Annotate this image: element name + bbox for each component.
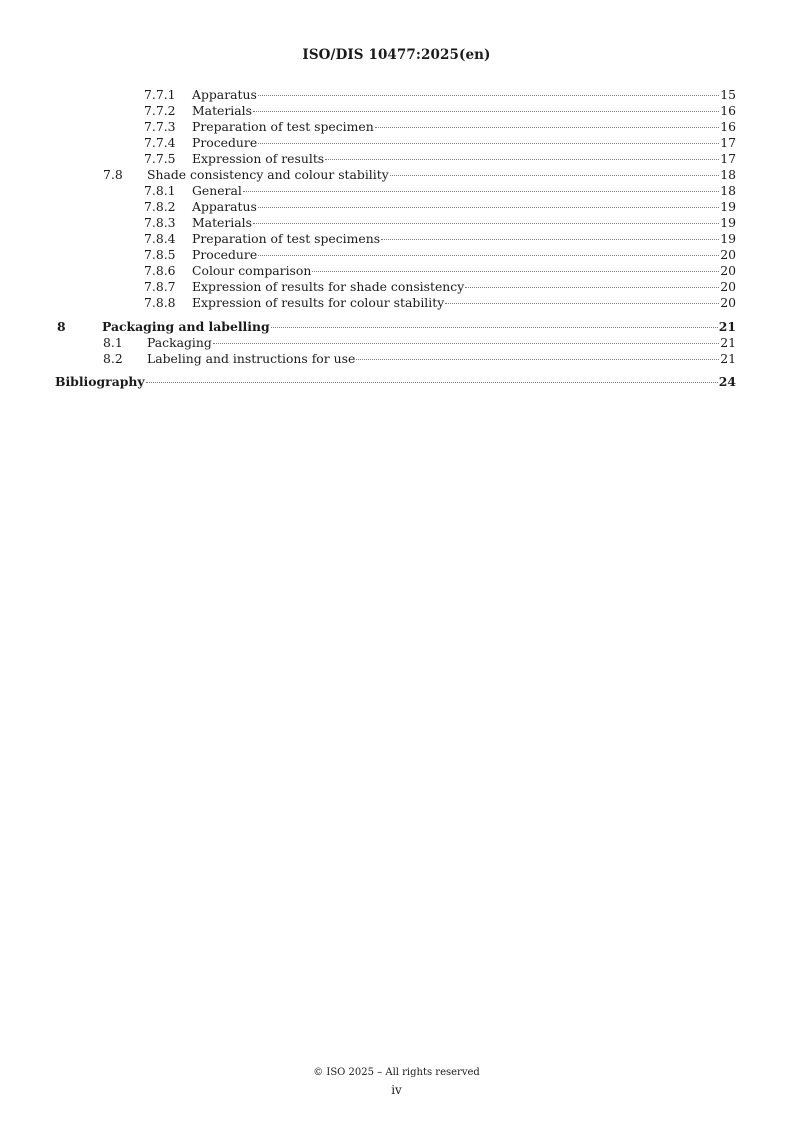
toc-entry[interactable] <box>144 135 736 151</box>
toc-leader-dots <box>271 327 718 328</box>
toc-leader-dots <box>258 143 719 144</box>
toc-entry-page: 18 <box>720 167 736 182</box>
toc-entry-number: 7.8.8 <box>144 295 176 310</box>
toc-entry-page: 21 <box>720 335 736 350</box>
toc-entry[interactable] <box>144 295 736 311</box>
toc-entry[interactable] <box>144 119 736 135</box>
toc-entry-page: 18 <box>720 183 736 198</box>
toc-entry-number: 7.8.1 <box>144 183 176 198</box>
toc-entry-number: 7.8.6 <box>144 263 176 278</box>
toc-entry-page: 19 <box>720 199 736 214</box>
toc-entry-number: 8 <box>57 319 66 334</box>
toc-entry-title: Expression of results for colour stability <box>192 295 445 310</box>
toc-entry-number: 8.1 <box>103 335 123 350</box>
copyright-notice: © ISO 2025 – All rights reserved <box>313 1067 480 1078</box>
toc-entry-page: 20 <box>720 279 736 294</box>
toc-entry-title: Preparation of test specimen <box>192 119 374 134</box>
toc-entry-number: 7.8 <box>103 167 123 182</box>
toc-entry-title: Materials <box>192 103 252 118</box>
toc-entry-title: Packaging <box>147 335 212 350</box>
toc-entry-page: 19 <box>720 231 736 246</box>
toc-entry-page: 16 <box>720 103 736 118</box>
toc-leader-dots <box>243 191 719 192</box>
toc-entry-number: 7.7.3 <box>144 119 176 134</box>
toc-entry-number: 8.2 <box>103 351 123 366</box>
toc-leader-dots <box>390 175 720 176</box>
toc-entry-title: Shade consistency and colour stability <box>147 167 389 182</box>
toc-entry[interactable] <box>144 151 736 167</box>
toc-entry[interactable] <box>144 183 736 199</box>
toc-entry[interactable] <box>144 279 736 295</box>
toc-leader-dots <box>258 255 719 256</box>
toc-entry-title: Apparatus <box>192 199 257 214</box>
toc-entry-page: 21 <box>720 351 736 366</box>
toc-entry-page: 21 <box>718 319 736 334</box>
toc-entry-title: General <box>192 183 242 198</box>
toc-entry-number: 7.8.3 <box>144 215 176 230</box>
toc-leader-dots <box>253 223 719 224</box>
toc-entry[interactable] <box>144 231 736 247</box>
toc-leader-dots <box>356 359 719 360</box>
toc-entry[interactable] <box>144 263 736 279</box>
toc-entry-page: 20 <box>720 295 736 310</box>
toc-entry-number: 7.8.4 <box>144 231 176 246</box>
toc-entry-title: Packaging and labelling <box>102 319 270 334</box>
toc-entry-number: 7.7.5 <box>144 151 176 166</box>
toc-entry-page: 17 <box>720 135 736 150</box>
toc-entry-number: 7.7.4 <box>144 135 176 150</box>
toc-leader-dots <box>325 159 719 160</box>
toc-entry-title: Preparation of test specimens <box>192 231 381 246</box>
toc-entry-title: Expression of results <box>192 151 325 166</box>
toc-entry-number: 7.7.2 <box>144 103 176 118</box>
toc-entry-title: Bibliography <box>55 374 145 389</box>
toc-entry-page: 17 <box>720 151 736 166</box>
toc-leader-dots <box>253 111 719 112</box>
toc-entry[interactable] <box>144 103 736 119</box>
toc-leader-dots <box>465 287 719 288</box>
toc-entry-title: Materials <box>192 215 252 230</box>
toc-entry-title: Colour comparison <box>192 263 312 278</box>
toc-leader-dots <box>258 95 719 96</box>
toc-entry-number: 7.8.7 <box>144 279 176 294</box>
toc-leader-dots <box>375 127 720 128</box>
toc-entry[interactable] <box>144 247 736 263</box>
toc-entry-number: 7.8.5 <box>144 247 176 262</box>
toc-leader-dots <box>213 343 719 344</box>
toc-leader-dots <box>445 303 719 304</box>
toc-entry-page: 15 <box>720 87 736 102</box>
toc-entry-number: 7.7.1 <box>144 87 176 102</box>
document-header: ISO/DIS 10477:2025(en) <box>302 47 491 63</box>
toc-entry[interactable] <box>103 335 736 351</box>
toc-entry[interactable] <box>144 215 736 231</box>
toc-entry-title: Expression of results for shade consistency <box>192 279 465 294</box>
toc-entry-title: Labeling and instructions for use <box>147 351 356 366</box>
page-number: iv <box>391 1083 402 1097</box>
toc-entry[interactable] <box>144 199 736 215</box>
toc-leader-dots <box>146 382 718 383</box>
toc-entry-number: 7.8.2 <box>144 199 176 214</box>
toc-entry[interactable] <box>103 351 736 367</box>
toc-entry-page: 20 <box>720 263 736 278</box>
toc-entry[interactable] <box>144 87 736 103</box>
toc-entry-page: 24 <box>718 374 736 389</box>
toc-entry-page: 20 <box>720 247 736 262</box>
toc-entry-title: Procedure <box>192 135 258 150</box>
toc-entry-title: Apparatus <box>192 87 257 102</box>
toc-entry-bibliography[interactable] <box>55 374 736 390</box>
toc-entry-title: Procedure <box>192 247 258 262</box>
toc-entry-page: 19 <box>720 215 736 230</box>
toc-leader-dots <box>258 207 719 208</box>
toc-entry-chapter[interactable] <box>57 319 736 335</box>
toc-entry-page: 16 <box>720 119 736 134</box>
toc-leader-dots <box>381 239 719 240</box>
toc-entry[interactable] <box>103 167 736 183</box>
toc-leader-dots <box>312 271 719 272</box>
